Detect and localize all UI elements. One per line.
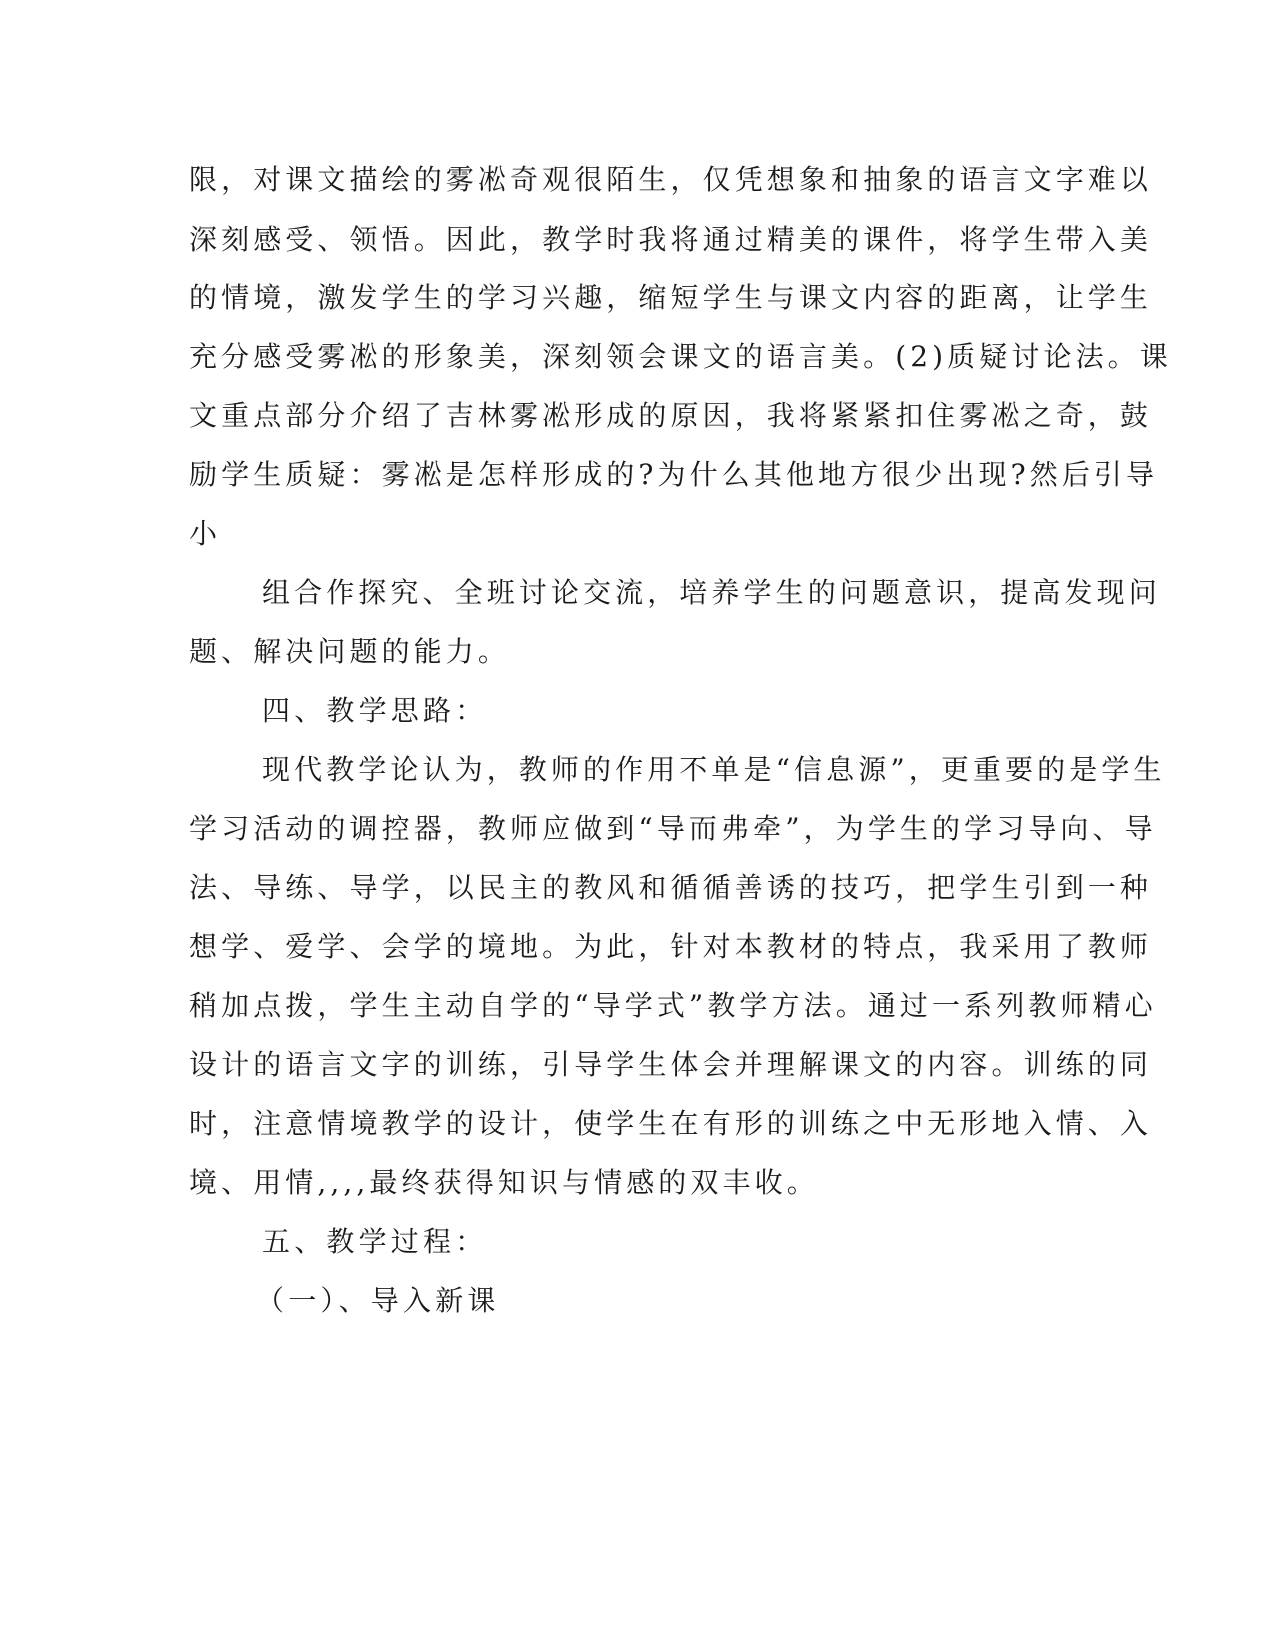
- text-line: 限，对课文描绘的雾凇奇观很陌生，仅凭想象和抽象的语言文字难以: [189, 163, 1153, 196]
- text-line: 充分感受雾凇的形象美，深刻领会课文的语言美。(2)质疑讨论法。课: [189, 340, 1172, 373]
- text-line: 时，注意情境教学的设计，使学生在有形的训练之中无形地入情、入: [189, 1107, 1153, 1140]
- text-line: 组合作探究、全班讨论交流，培养学生的问题意识，提高发现问: [262, 576, 1161, 609]
- text-line: 法、导练、导学，以民主的教风和循循善诱的技巧，把学生引到一种: [189, 871, 1153, 904]
- section-heading: 五、教学过程：: [262, 1225, 488, 1258]
- text-line: 题、解决问题的能力。: [189, 635, 511, 668]
- text-line: 小: [189, 517, 222, 550]
- text-line: 的情境，激发学生的学习兴趣，缩短学生与课文内容的距离，让学生: [189, 281, 1153, 314]
- text-line: 励学生质疑：雾凇是怎样形成的?为什么其他地方很少出现?然后引导: [189, 458, 1159, 491]
- subsection-heading: （一）、导入新课: [256, 1284, 500, 1317]
- text-line: 深刻感受、领悟。因此，教学时我将通过精美的课件，将学生带入美: [189, 223, 1153, 256]
- text-line: 文重点部分介绍了吉林雾凇形成的原因，我将紧紧扣住雾凇之奇，鼓: [189, 399, 1153, 432]
- text-line: 稍加点拨，学生主动自学的“导学式”教学方法。通过一系列教师精心: [189, 989, 1157, 1022]
- text-line: 境、用情,,,,最终获得知识与情感的双丰收。: [189, 1166, 819, 1199]
- text-line: 想学、爱学、会学的境地。为此，针对本教材的特点，我采用了教师: [189, 930, 1153, 963]
- text-line: 设计的语言文字的训练，引导学生体会并理解课文的内容。训练的同: [189, 1048, 1153, 1081]
- text-line: 现代教学论认为，教师的作用不单是“信息源”，更重要的是学生: [262, 753, 1166, 786]
- text-line: 学习活动的调控器，教师应做到“导而弗牵”，为学生的学习导向、导: [189, 812, 1157, 845]
- section-heading: 四、教学思路：: [262, 694, 488, 727]
